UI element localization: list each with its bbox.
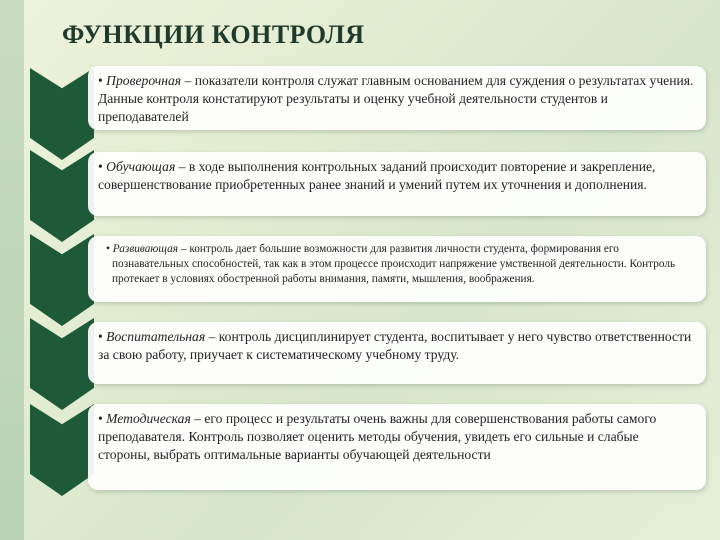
- card-text: [98, 72, 694, 126]
- card-text: [98, 328, 694, 364]
- slide-title: ФУНКЦИИ КОНТРОЛЯ: [62, 20, 365, 49]
- function-card-educational: [88, 322, 706, 384]
- card-term: Проверочная: [106, 73, 182, 88]
- bullet: •: [106, 243, 110, 255]
- card-term: Развивающая: [112, 243, 179, 255]
- chevron-arrow-3: [30, 234, 94, 326]
- chevron-arrow-4: [30, 318, 94, 410]
- card-term: Методическая: [106, 411, 191, 426]
- card-text: [98, 242, 694, 287]
- card-description: – контроль дисциплинирует студента, воспитывает у него чувство ответственности за свою работу, приучает к систематическому учебному труду.: [98, 329, 692, 362]
- bullet: •: [98, 159, 103, 174]
- card-description: – его процесс и результаты очень важны для совершенствования работы самого преподавателя. Контроль позволяет оценить методы обучения, увидеть его сильные и слабые стороны, выбрать оптимальные варианты обучающей деятельности: [98, 411, 657, 462]
- card-description: – в ходе выполнения контрольных заданий происходит повторение и закрепление, совершенствование приобретенных ранее знаний и умений путем их уточнения и дополнения.: [98, 159, 656, 192]
- chevron-arrow-1: [30, 68, 94, 160]
- function-card-developing: [88, 236, 706, 302]
- chevron-arrow-2: [30, 150, 94, 242]
- card-text: [98, 158, 694, 194]
- card-term: Воспитательная: [106, 329, 206, 344]
- card-term: Обучающая: [106, 159, 176, 174]
- left-decorative-band: [0, 0, 24, 540]
- bullet: •: [98, 329, 103, 344]
- bullet: •: [98, 73, 103, 88]
- card-text: [98, 410, 694, 464]
- bullet: •: [98, 411, 103, 426]
- function-card-methodical: [88, 404, 706, 490]
- card-description: – показатели контроля служат главным основанием для суждения о результатах учения. Данные контроля констатируют результаты и оценку учебной деятельности студентов и преподавателей: [98, 73, 694, 124]
- function-card-teaching: [88, 152, 706, 216]
- card-description: – контроль дает большие возможности для развития личности студента, формирования его познавательных способностей, так как в этом процессе происходит напряжение умственной деятельности. Контроль протекает в условиях обостренной работы внимания, памяти, мышления, воображения.: [112, 243, 676, 285]
- chevron-arrow-5: [30, 404, 94, 496]
- function-card-verification: [88, 66, 706, 130]
